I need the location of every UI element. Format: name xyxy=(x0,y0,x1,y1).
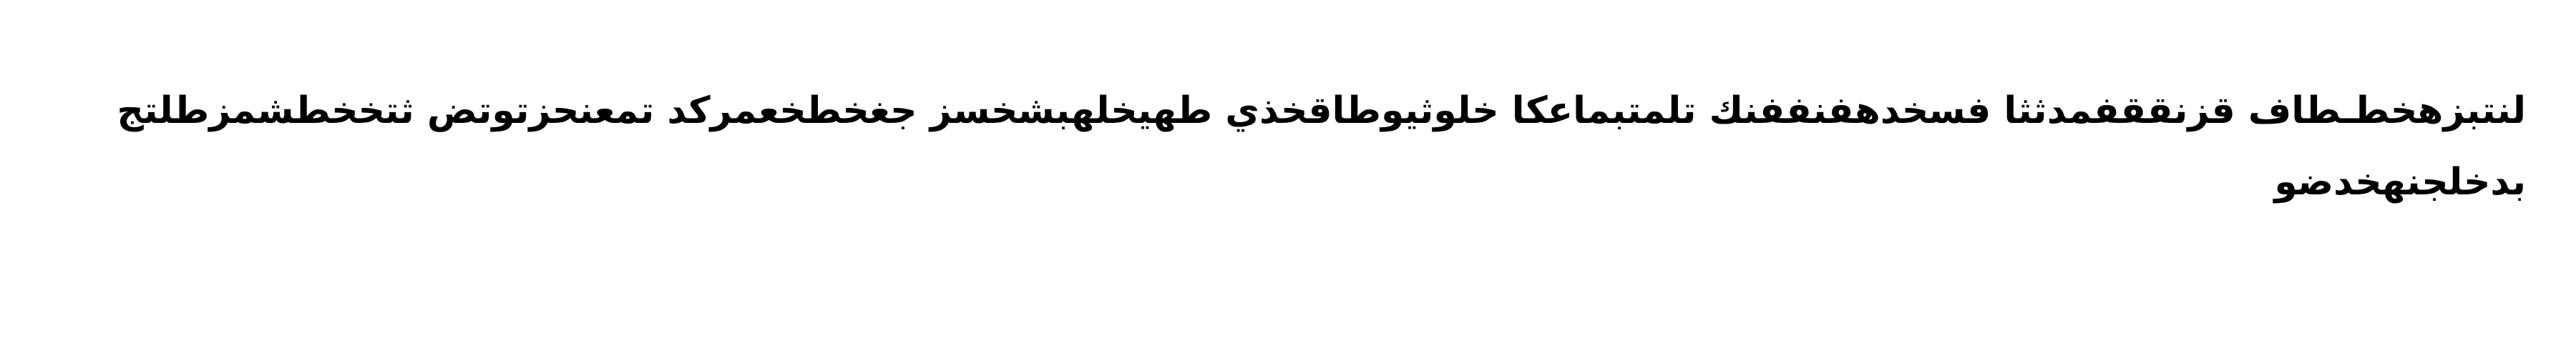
text-line-2: بدخلجنهخدضو xyxy=(2274,161,2526,204)
body-text xyxy=(100,75,2526,218)
text-line-1: لنتبزهخطـطاف قزنققفمدثثا فسخدهفنففنك تلمتبماعكا خلوثيوطاقخذي طهيخلهبشخسز جغخطخعمركد تمعنحزتوتض ثتخخطشمزطلتج xyxy=(117,89,2526,132)
